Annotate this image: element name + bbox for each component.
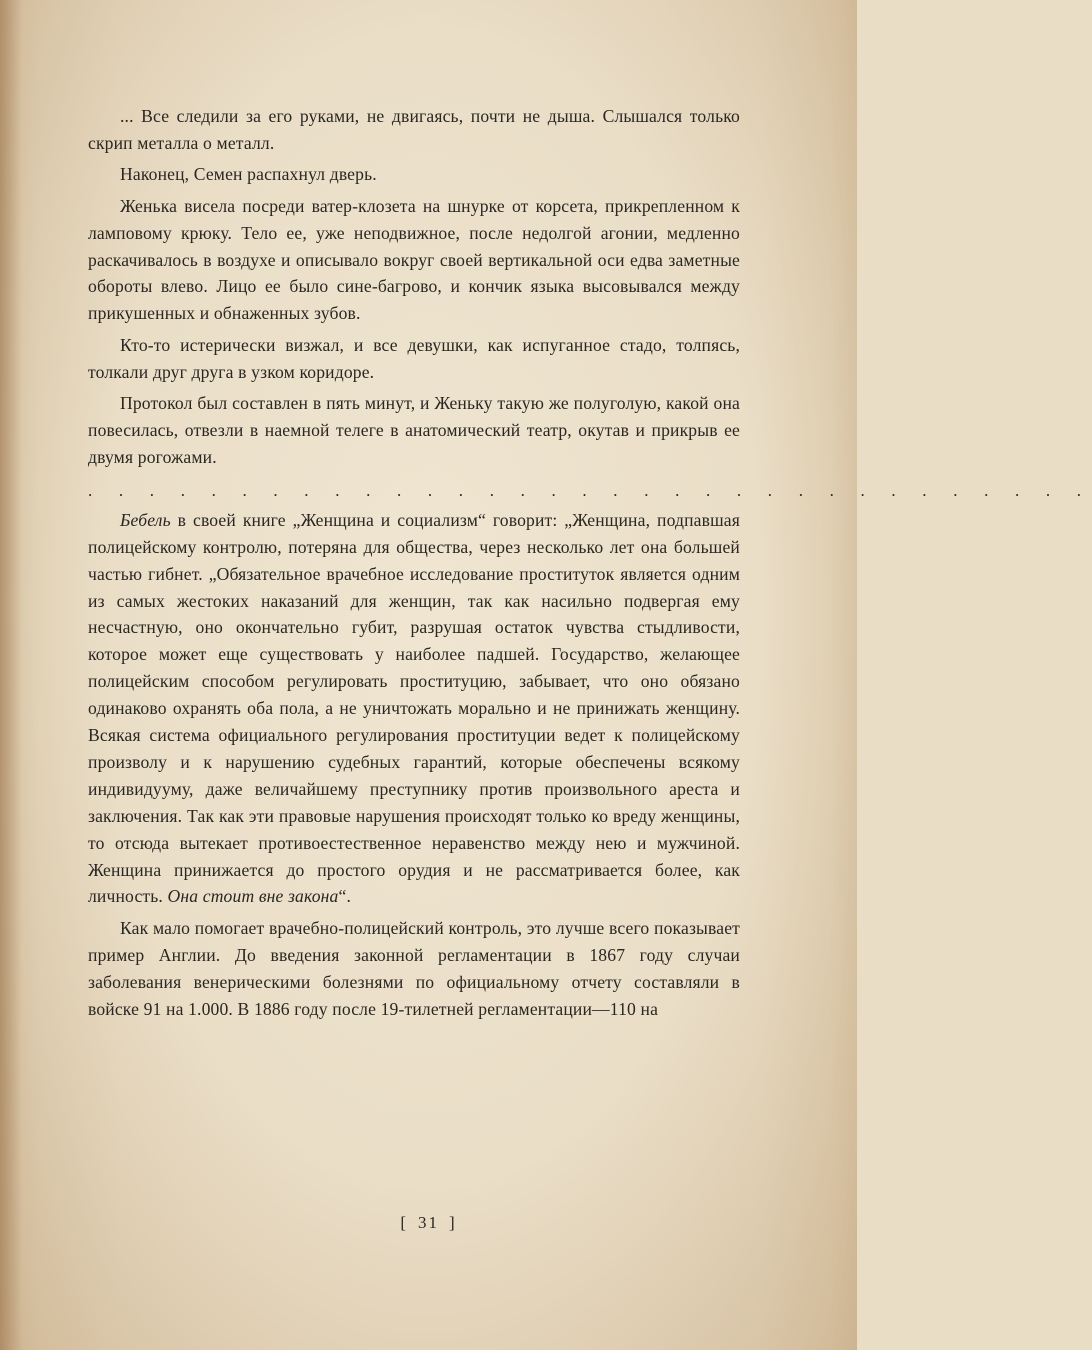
paragraph-4: Кто-то истерически визжал, и все девушки, как испуганное стадо, толпясь, толкали друг друга в узком коридоре. bbox=[88, 334, 740, 382]
paragraph-1: ... Все следили за его руками, не двигаясь, почти не дыша. Слышался только скрип металла о металл. bbox=[88, 106, 740, 153]
quote-paragraph bbox=[88, 507, 740, 911]
quote-close: “. bbox=[338, 886, 351, 907]
page-edge-stain bbox=[0, 0, 22, 1350]
body-text bbox=[88, 103, 1092, 1027]
page-number: [ 31 ] bbox=[400, 1213, 457, 1232]
quote-author: Бебель bbox=[120, 509, 171, 530]
paragraph-3: Женька висела посреди ватер-клозета на шнурке от корсета, прикрепленном к ламповому крюку. Тело ее, уже неподвижное, после недолгой агонии, медленно раскачивалось в воздухе и описывало вокруг своей вертикальной оси едва заметные обороты влево. Лицо ее было сине-багрово, и кончик языка высовывался между прикушенных и обнаженных зубов. bbox=[88, 195, 740, 324]
quote-text: в своей книге „Женщина и социализм“ говорит: „Женщина, подпавшая полицейскому контролю, потеряна для общества, через несколько лет она большей частью гибнет. „Обязательное врачебное исследование проституток является одним из самых жестоких наказаний для женщин, так как насильно подвергая ему несчастную, оно окончательно губит, разрушая остаток чувства стыдливости, которое может еще существовать у наиболее падшей. Государство, желающее полицейским способом регулировать проституцию, забывает, что оно обязано одинаково охранять оба пола, а не уничтожать морально и не принижать женщину. Всякая система официального регулирования проституции ведет к полицейскому произволу и к нарушению судебных гарантий, которые обеспечены всякому индивидууму, даже величайшему преступнику против произвольного ареста и заключения. Так как эти правовые нарушения происходят только ко вреду женщины, то отсюда вытекает противоестественное неравенство между нею и мужчиной. Женщина принижается до простого орудия и не рассматривается более, как личность. bbox=[88, 509, 740, 907]
paragraph-last: Как мало помогает врачебно-полицейский контроль, это лучше всего показывает пример Англии. До введения законной регламентации в 1867 году случаи заболевания венерическими болезнями по официальному отчету составляли в войске 91 на 1.000. В 1886 году после 19-тилетней регламентации—110 на bbox=[88, 917, 740, 1019]
quote-emphasis: Она стоит вне закона bbox=[167, 886, 339, 907]
paragraph-2: Наконец, Семен распахнул дверь. bbox=[120, 164, 377, 185]
section-separator: . . . . . . . . . . . . . . . . . . . . . . . . . . . . . . . . . bbox=[88, 480, 1092, 500]
page-number-value: 31 bbox=[418, 1213, 439, 1232]
paragraph-5: Протокол был составлен в пять минут, и Женьку такую же полуголую, какой она повесилась, отвезли в наемной телеге в анатомический театр, окутав и прикрыв ее двумя рогожами. bbox=[88, 393, 740, 467]
